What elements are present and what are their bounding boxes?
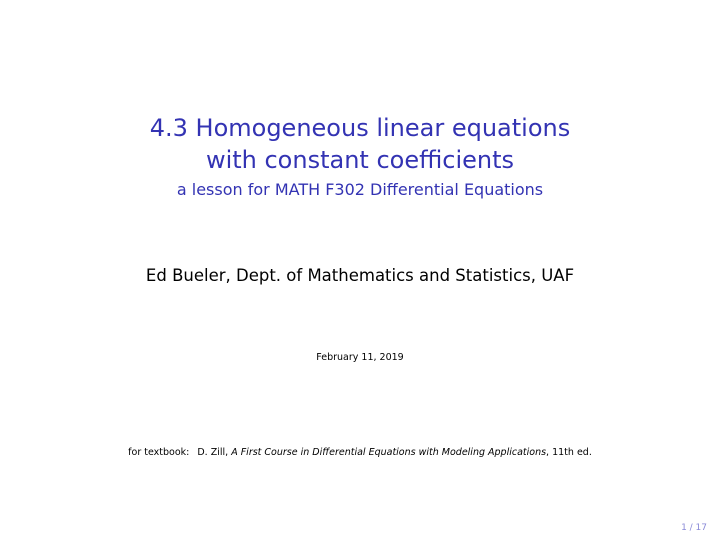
date: February 11, 2019 (316, 352, 404, 363)
title-line-1: 4.3 Homogeneous linear equations (149, 114, 571, 142)
page-number: 1 / 17 (681, 523, 707, 533)
title-line-2: with constant coefficients (205, 146, 515, 174)
textbook-citation (0, 446, 720, 460)
textbook-title: A First Course in Differential Equations with Modeling Applications (231, 447, 547, 458)
author: Ed Bueler, Dept. of Mathematics and Statistics, UAF (145, 266, 575, 285)
textbook-author: D. Zill, (197, 447, 229, 458)
textbook-label: for textbook: (128, 447, 190, 458)
title-block (0, 112, 720, 202)
subtitle: a lesson for MATH F302 Differential Equations (176, 180, 544, 199)
textbook-edition: , 11th ed. (546, 447, 592, 458)
